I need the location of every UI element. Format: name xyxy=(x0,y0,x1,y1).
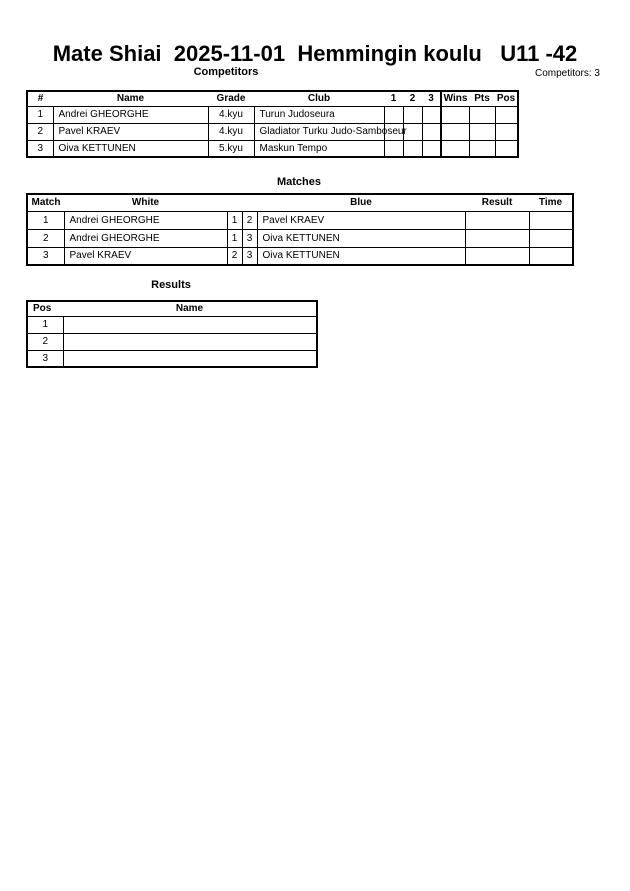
col-header-pos: Pos xyxy=(495,91,518,106)
cell-grade: 4.kyu xyxy=(208,123,254,140)
cell-m3 xyxy=(422,123,441,140)
cell-club: Maskun Tempo xyxy=(254,140,384,157)
col-header-white: White xyxy=(64,194,227,211)
cell-time xyxy=(529,211,573,229)
cell-name xyxy=(63,350,317,367)
col-header-pts: Pts xyxy=(469,91,495,106)
cell-match-number: 3 xyxy=(27,247,64,265)
competitor-row xyxy=(27,140,518,157)
cell-name: Oiva KETTUNEN xyxy=(53,140,208,157)
cell-name xyxy=(63,333,317,350)
cell-number: 1 xyxy=(27,106,53,123)
col-header-blue-num xyxy=(242,194,257,211)
col-header-pos: Pos xyxy=(27,301,63,316)
col-header-m1: 1 xyxy=(384,91,403,106)
col-header-match: Match xyxy=(27,194,64,211)
col-header-number: # xyxy=(27,91,53,106)
cell-wins xyxy=(441,140,469,157)
results-section-title: Results xyxy=(151,279,191,291)
cell-result xyxy=(465,211,529,229)
cell-blue-num: 3 xyxy=(242,247,257,265)
cell-blue-name: Oiva KETTUNEN xyxy=(257,247,465,265)
cell-time xyxy=(529,229,573,247)
cell-pos xyxy=(495,106,518,123)
cell-number: 3 xyxy=(27,140,53,157)
match-row xyxy=(27,247,573,265)
col-header-blue: Blue xyxy=(257,194,465,211)
competitors-count: Competitors: 3 xyxy=(534,68,600,79)
col-header-white-num xyxy=(227,194,242,211)
competitor-row xyxy=(27,106,518,123)
cell-m1 xyxy=(384,140,403,157)
cell-blue-num: 2 xyxy=(242,211,257,229)
cell-name: Andrei GHEORGHE xyxy=(53,106,208,123)
results-table xyxy=(26,300,318,368)
cell-pos: 2 xyxy=(27,333,63,350)
cell-result xyxy=(465,247,529,265)
cell-pts xyxy=(469,123,495,140)
cell-grade: 5.kyu xyxy=(208,140,254,157)
cell-name xyxy=(63,316,317,333)
matches-section-title: Matches xyxy=(276,176,322,188)
cell-wins xyxy=(441,106,469,123)
match-row xyxy=(27,229,573,247)
col-header-name: Name xyxy=(63,301,317,316)
competitors-header-row xyxy=(27,91,518,106)
cell-number: 2 xyxy=(27,123,53,140)
cell-m3 xyxy=(422,140,441,157)
cell-white-name: Andrei GHEORGHE xyxy=(64,229,227,247)
cell-white-num: 2 xyxy=(227,247,242,265)
cell-time xyxy=(529,247,573,265)
match-row xyxy=(27,211,573,229)
cell-pts xyxy=(469,106,495,123)
cell-pos: 3 xyxy=(27,350,63,367)
col-header-result: Result xyxy=(465,194,529,211)
competitor-row xyxy=(27,123,518,140)
cell-m2 xyxy=(403,140,422,157)
col-header-m3: 3 xyxy=(422,91,441,106)
cell-blue-name: Oiva KETTUNEN xyxy=(257,229,465,247)
competitors-section-title: Competitors xyxy=(193,66,259,78)
col-header-time: Time xyxy=(529,194,573,211)
cell-m1 xyxy=(384,106,403,123)
cell-name: Pavel KRAEV xyxy=(53,123,208,140)
cell-result xyxy=(465,229,529,247)
cell-match-number: 1 xyxy=(27,211,64,229)
col-header-m2: 2 xyxy=(403,91,422,106)
cell-white-num: 1 xyxy=(227,211,242,229)
club-overflow-text: Gladiator Turku Judo-Samboseur xyxy=(259,125,407,137)
col-header-name: Name xyxy=(53,91,208,106)
cell-white-name: Pavel KRAEV xyxy=(64,247,227,265)
cell-blue-num: 3 xyxy=(242,229,257,247)
col-header-grade: Grade xyxy=(208,91,254,106)
matches-table xyxy=(26,193,574,266)
cell-pts xyxy=(469,140,495,157)
cell-club: Turun Judoseura xyxy=(254,106,384,123)
cell-m2 xyxy=(403,106,422,123)
cell-wins xyxy=(441,123,469,140)
cell-white-name: Andrei GHEORGHE xyxy=(64,211,227,229)
cell-match-number: 2 xyxy=(27,229,64,247)
result-row xyxy=(27,316,317,333)
col-header-club: Club xyxy=(254,91,384,106)
matches-header-row xyxy=(27,194,573,211)
page-title: Mate Shiai 2025-11-01 Hemmingin koulu U11 -42 xyxy=(52,41,578,66)
result-row xyxy=(27,350,317,367)
result-row xyxy=(27,333,317,350)
cell-pos: 1 xyxy=(27,316,63,333)
cell-pos xyxy=(495,140,518,157)
cell-white-num: 1 xyxy=(227,229,242,247)
competitors-table xyxy=(26,90,519,158)
cell-club xyxy=(254,123,407,140)
col-header-wins: Wins xyxy=(441,91,469,106)
cell-blue-name: Pavel KRAEV xyxy=(257,211,465,229)
cell-grade: 4.kyu xyxy=(208,106,254,123)
results-header-row xyxy=(27,301,317,316)
cell-pos xyxy=(495,123,518,140)
cell-m3 xyxy=(422,106,441,123)
